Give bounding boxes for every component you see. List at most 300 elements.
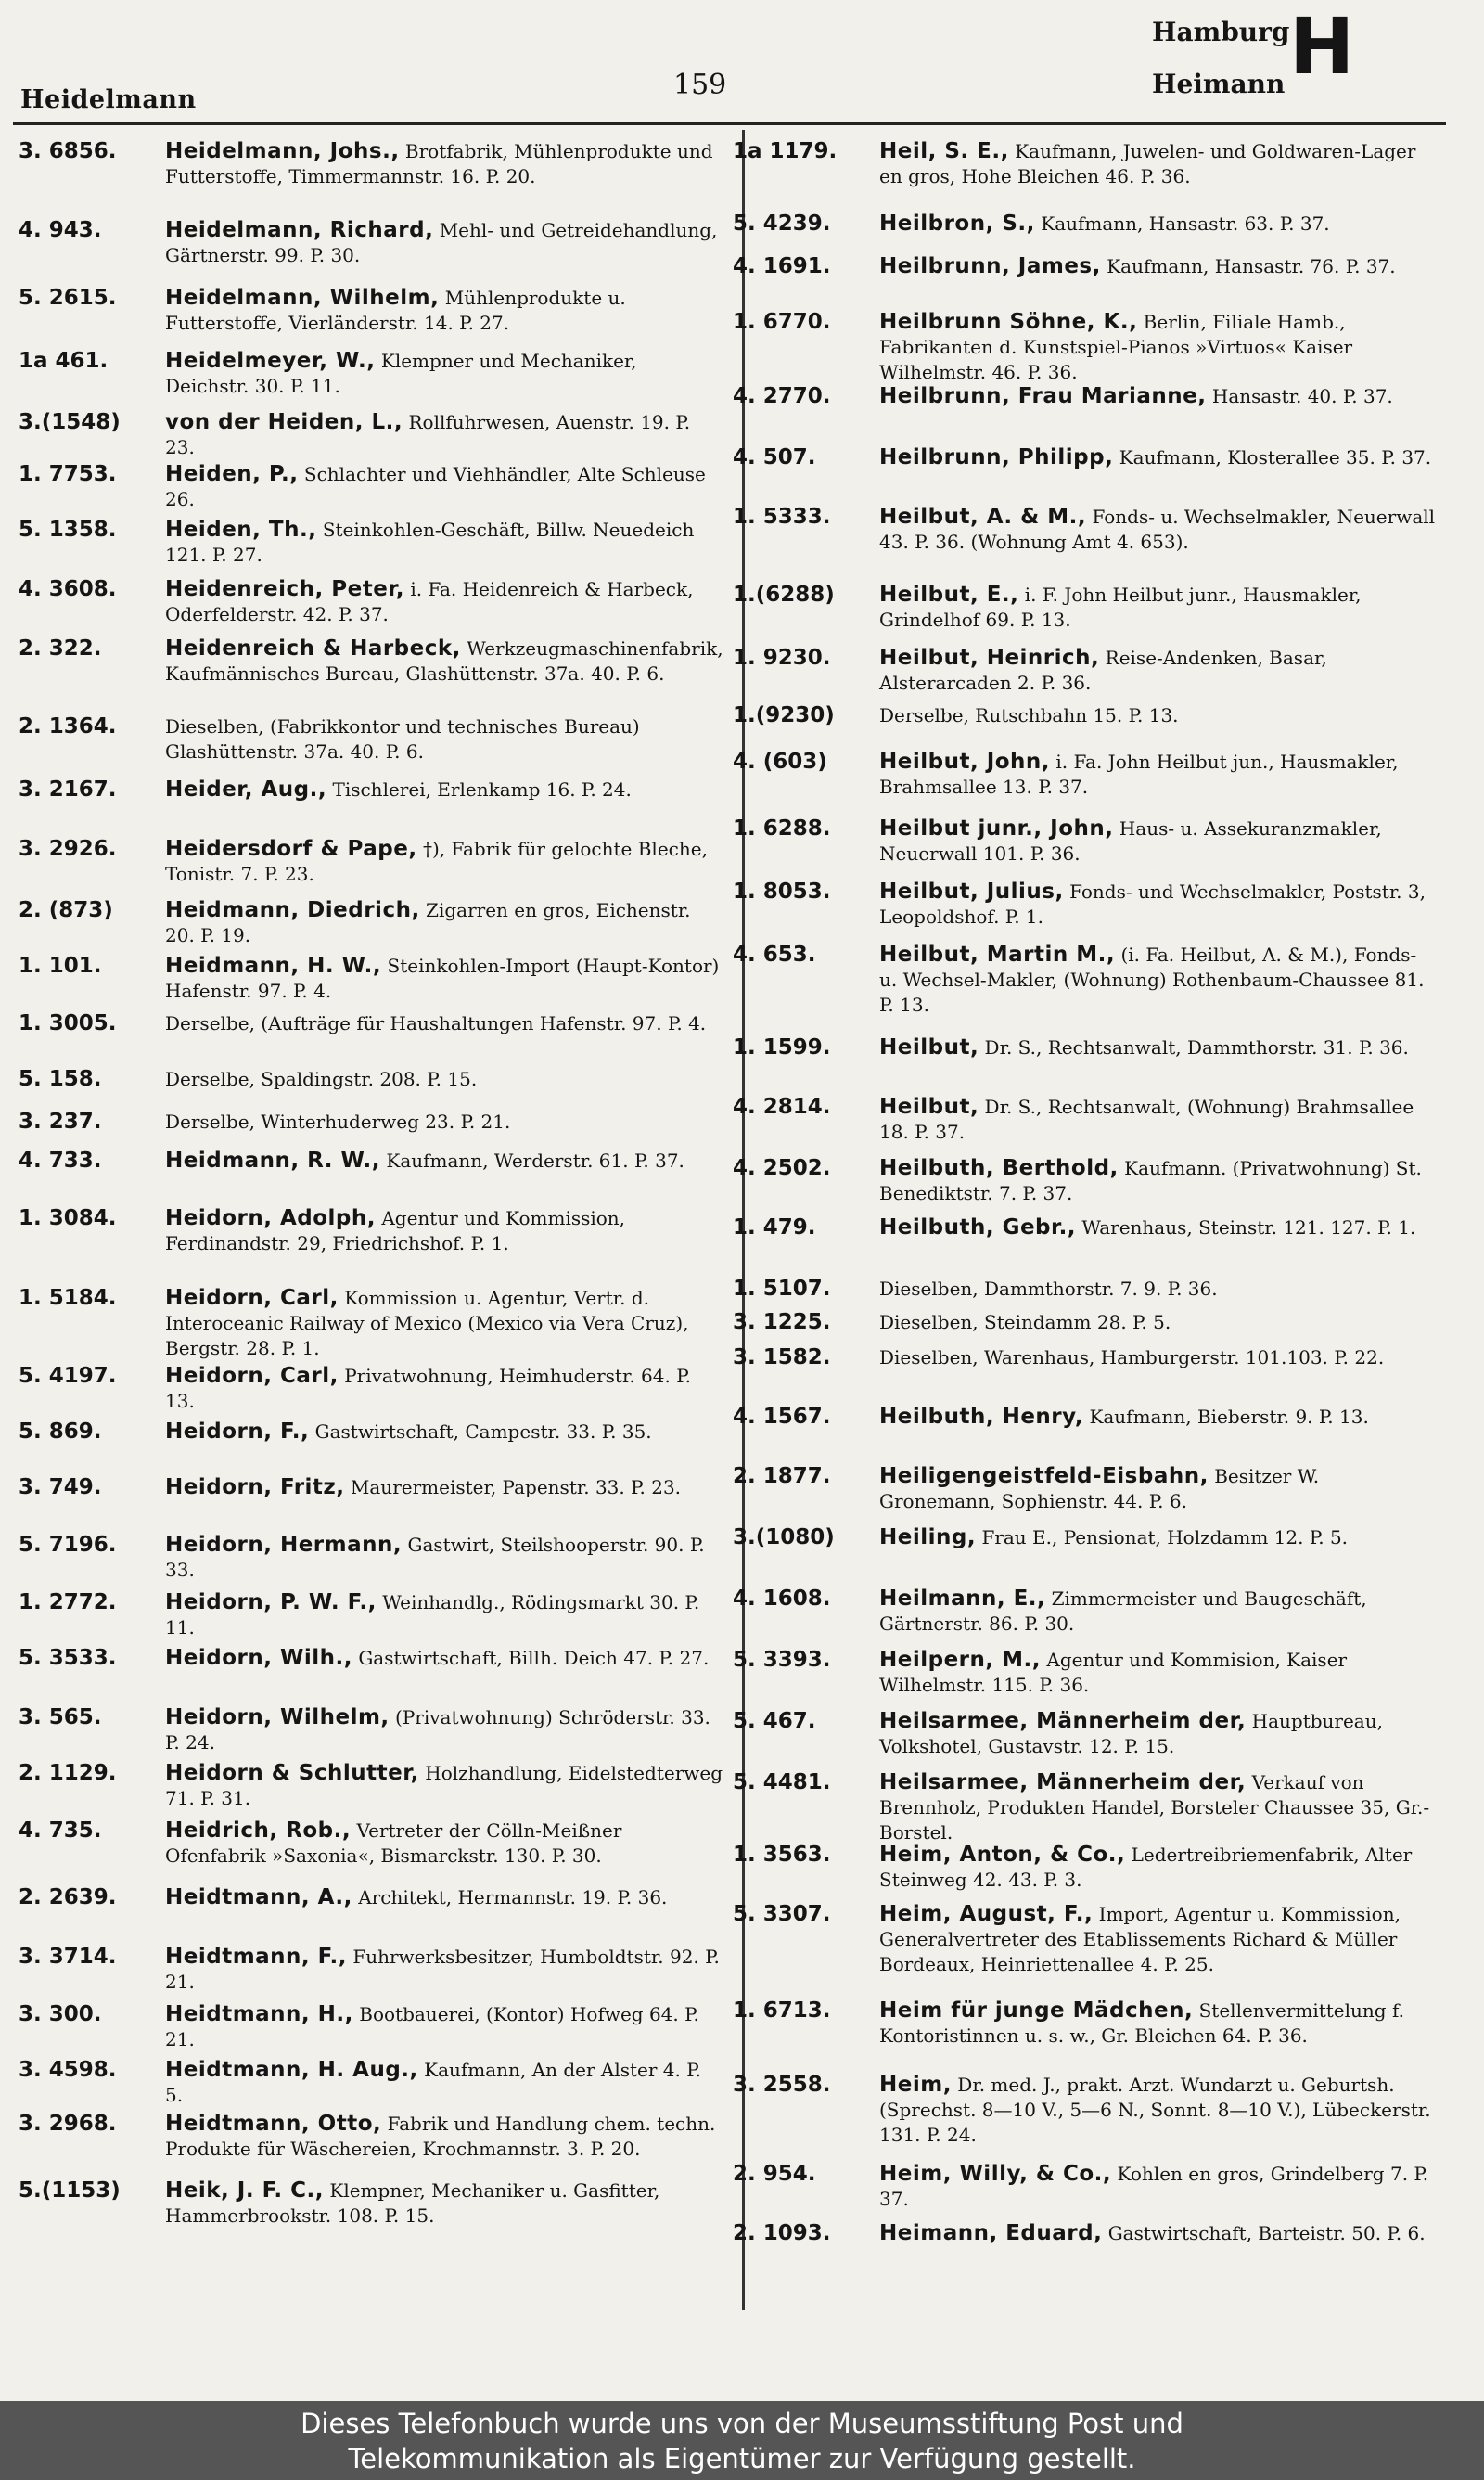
phone-number: 3. 2167. [19, 777, 117, 802]
entry-name: Heim, [879, 2073, 952, 2097]
entry-body [165, 1420, 723, 1445]
directory-entry [19, 714, 723, 765]
entry-name: Heim, Anton, & Co., [879, 1843, 1126, 1867]
entry-body [879, 139, 1438, 189]
directory-entry [733, 1156, 1438, 1206]
entry-name: Heidenreich & Harbeck, [165, 636, 461, 661]
entry-text: Dieselben, (Fabrikkontor und technisches Bureau) Glashüttenstr. 37a. 40. P. 6. [165, 715, 640, 763]
entry-name: Heiligengeistfeld-Eisbahn, [879, 1464, 1209, 1488]
entry-text: Brotfabrik, Mühlenprodukte und Futterstoffe, Timmermannstr. 16. P. 20. [165, 140, 713, 187]
entry-name: Heidtmann, F., [165, 1945, 347, 1969]
phone-number: 5. 3307. [733, 1902, 831, 1926]
phone-number: 5. 3393. [733, 1648, 831, 1672]
entry-text: Dr. med. J., prakt. Arzt. Wundarzt u. Geburtsh. (Sprechst. 8—10 V., 5—6 N., Sonnt. 8—10 V.), Lübeckerstr. 131. P. 24. [879, 2074, 1431, 2146]
entry-body [165, 1705, 723, 1755]
entry-text: i. F. John Heilbut junr., Hausmakler, Grindelhof 69. P. 13. [879, 584, 1362, 631]
phone-number: 3. 300. [19, 2002, 102, 2026]
footer-banner [0, 2401, 1484, 2480]
entry-body [879, 310, 1438, 385]
running-head-right: Heimann [1152, 69, 1286, 99]
entry-name: Heilmann, E., [879, 1587, 1046, 1611]
entry-body [879, 816, 1438, 867]
entry-body [879, 1095, 1438, 1145]
entry-body [879, 505, 1438, 555]
directory-entry [733, 1464, 1438, 1514]
entry-body [165, 1286, 723, 1361]
entry-body [879, 703, 1438, 728]
phone-number: 4. 2502. [733, 1156, 831, 1180]
directory-entry [19, 1364, 723, 1414]
phone-number: 1. 6770. [733, 310, 831, 334]
entry-name: Heilbut, Julius, [879, 880, 1064, 904]
entry-name: Heilbrunn, James, [879, 254, 1101, 278]
directory-entry [733, 1035, 1438, 1060]
entry-body [165, 1475, 723, 1500]
entry-body [879, 1525, 1438, 1550]
entry-body [165, 462, 723, 512]
directory-entry [733, 583, 1438, 633]
entry-body [879, 1310, 1438, 1335]
entry-body [165, 218, 723, 268]
entry-name: Heidorn, Carl, [165, 1286, 339, 1310]
entry-name: Heiden, Th., [165, 518, 317, 542]
entry-body [879, 1902, 1438, 1977]
directory-entry [733, 1095, 1438, 1145]
entry-text: (Privatwohnung) Schröderstr. 33. P. 24. [165, 1706, 710, 1754]
entry-name: Heidtmann, H. Aug., [165, 2058, 418, 2082]
directory-entry [733, 1310, 1438, 1335]
entry-body [165, 777, 723, 803]
phone-number: 1a 1179. [733, 139, 838, 163]
entry-text: Fonds- u. Wechselmakler, Neuerwall 43. P. 36. (Wohnung Amt 4. 653). [879, 506, 1436, 553]
entry-body [165, 518, 723, 568]
phone-number: 4. 735. [19, 1818, 102, 1843]
directory-entry [19, 2112, 723, 2162]
entry-body [879, 1277, 1438, 1302]
entry-body [879, 880, 1438, 930]
phone-number: 5. 467. [733, 1709, 816, 1733]
phone-number: 4. 2770. [733, 384, 831, 408]
directory-entry [19, 349, 723, 399]
entry-name: Heilbut, A. & M., [879, 505, 1087, 529]
phone-number: 1. 6713. [733, 1998, 831, 2023]
entry-body [879, 1709, 1438, 1759]
entry-name: Heilbuth, Berthold, [879, 1156, 1119, 1180]
phone-number: 1. 3563. [733, 1843, 831, 1867]
entry-body [879, 943, 1438, 1018]
entry-name: Heik, J. F. C., [165, 2178, 325, 2203]
phone-number: 3. 1582. [733, 1345, 831, 1369]
directory-entry [733, 816, 1438, 867]
entry-body [165, 2058, 723, 2108]
entry-text: Kaufmann. (Privatwohnung) St. Benediktstr. 7. P. 37. [879, 1157, 1422, 1204]
directory-entry [19, 2002, 723, 2052]
phone-number: 3. 3714. [19, 1945, 117, 1969]
entry-text: Zimmermeister und Baugeschäft, Gärtnerstr. 86. P. 30. [879, 1587, 1367, 1635]
phone-number: 1. 6288. [733, 816, 831, 841]
phone-number: 3. 237. [19, 1110, 102, 1134]
directory-entry [733, 445, 1438, 470]
directory-entry [733, 880, 1438, 930]
phone-number: 1. 5184. [19, 1286, 117, 1310]
directory-entry [733, 1709, 1438, 1759]
phone-number: 5. 869. [19, 1420, 102, 1444]
entry-text: Gastwirtschaft, Billh. Deich 47. P. 27. [358, 1647, 710, 1669]
phone-number: 5.(1153) [19, 2178, 121, 2203]
entry-text: Schlachter und Viehhändler, Alte Schleuse 26. [165, 463, 706, 510]
entry-body [165, 714, 723, 765]
entry-name: Heidmann, R. W., [165, 1149, 381, 1173]
entry-body [879, 2221, 1438, 2246]
entry-text: Hansastr. 40. P. 37. [1211, 385, 1393, 407]
directory-entry [19, 286, 723, 336]
phone-number: 1. 1599. [733, 1035, 831, 1060]
entry-text: Gastwirtschaft, Campestr. 33. P. 35. [314, 1420, 652, 1443]
entry-text: Klempner und Mechaniker, Deichstr. 30. P. 11. [165, 350, 637, 397]
directory-entry [733, 505, 1438, 555]
entry-name: Heim, August, F., [879, 1902, 1094, 1926]
entry-text: Maurermeister, Papenstr. 33. P. 23. [350, 1476, 682, 1498]
entry-name: Heidrich, Rob., [165, 1818, 352, 1843]
entry-name: Heiden, P., [165, 462, 299, 486]
phone-number: 1. 5107. [733, 1277, 831, 1301]
directory-entry [19, 1533, 723, 1583]
entry-text: Verkauf von Brennholz, Produkten Handel, Borsteler Chaussee 35, Gr.-Borstel. [879, 1771, 1430, 1844]
entry-name: Heilbron, S., [879, 212, 1035, 236]
entry-name: Heimann, Eduard, [879, 2221, 1103, 2245]
entry-text: Kaufmann, Bieberstr. 9. P. 13. [1089, 1406, 1369, 1428]
entry-name: Heidmann, H. W., [165, 954, 382, 978]
phone-number: 1. 5333. [733, 505, 831, 529]
phone-number: 3.(1548) [19, 410, 121, 434]
directory-entry [19, 1110, 723, 1135]
entry-body [165, 349, 723, 399]
directory-entry [19, 1705, 723, 1755]
phone-number: 2. 2639. [19, 1885, 117, 1909]
entry-name: Heidelmann, Richard, [165, 218, 434, 242]
phone-number: 4. 943. [19, 218, 102, 242]
entry-text: Bootbauerei, (Kontor) Hofweg 64. P. 21. [165, 2003, 699, 2050]
entry-body [879, 583, 1438, 633]
entry-text: Haus- u. Assekuranzmakler, Neuerwall 101. P. 36. [879, 817, 1382, 865]
entry-text: i. Fa. Heidenreich & Harbeck, Oderfelderstr. 42. P. 37. [165, 578, 694, 625]
phone-number: 3. 565. [19, 1705, 102, 1729]
directory-entry [19, 577, 723, 627]
entry-name: Heider, Aug., [165, 777, 327, 802]
entry-body [165, 139, 723, 189]
entry-name: Heidenreich, Peter, [165, 577, 404, 601]
entry-text: Berlin, Filiale Hamb., Fabrikanten d. Kunstspiel-Pianos »Virtuos« Kaiser Wilhelmstr. 46. P. 36. [879, 311, 1353, 383]
entry-name: Heilbut, John, [879, 750, 1051, 774]
phone-number: 3. 2968. [19, 2112, 117, 2136]
directory-entry [19, 2178, 723, 2229]
directory-entry [19, 462, 723, 512]
entry-text: Kohlen en gros, Grindelberg 7. P. 37. [879, 2163, 1429, 2210]
entry-name: Heilbut, Heinrich, [879, 646, 1100, 670]
page-number: 159 [673, 69, 727, 101]
entry-text: Dr. S., Rechtsanwalt, Dammthorstr. 31. P. 36. [984, 1036, 1409, 1059]
directory-entry [733, 2073, 1438, 2148]
directory-entry [19, 1206, 723, 1256]
directory-entry [19, 954, 723, 1004]
phone-number: 5. 158. [19, 1067, 102, 1091]
footer-line-2: Telekommunikation als Eigentümer zur Verfügung gestellt. [348, 2443, 1136, 2474]
entry-text: Fuhrwerksbesitzer, Humboldtstr. 92. P. 21. [165, 1946, 720, 1993]
phone-number: 2. 1093. [733, 2221, 831, 2245]
entry-name: Heidtmann, H., [165, 2002, 353, 2026]
phone-number: 4. 2814. [733, 1095, 831, 1119]
entry-text: Dieselben, Dammthorstr. 7. 9. P. 36. [879, 1278, 1218, 1300]
entry-text: Frau E., Pensionat, Holzdamm 12. P. 5. [981, 1526, 1349, 1548]
entry-name: Heidorn, Adolph, [165, 1206, 376, 1230]
phone-number: 4. 653. [733, 943, 816, 967]
entry-body [879, 1843, 1438, 1893]
directory-entry [19, 1420, 723, 1445]
entry-text: Dr. S., Rechtsanwalt, (Wohnung) Brahmsallee 18. P. 37. [879, 1096, 1414, 1143]
entry-text: Derselbe, Winterhuderweg 23. P. 21. [165, 1111, 511, 1133]
entry-text: Ledertreibriemenfabrik, Alter Steinweg 42. 43. P. 3. [879, 1844, 1413, 1891]
entry-name: Heilpern, M., [879, 1648, 1042, 1672]
directory-entry [19, 1149, 723, 1174]
running-head-city: Hamburg [1152, 17, 1290, 47]
phone-number: 5. 2615. [19, 286, 117, 310]
directory-entry [19, 1286, 723, 1361]
entry-name: Heidelmeyer, W., [165, 349, 376, 373]
header-rule [13, 122, 1446, 125]
entry-body [879, 1464, 1438, 1514]
phone-number: 3. 4598. [19, 2058, 117, 2082]
phone-number: 1. 3084. [19, 1206, 117, 1230]
entry-name: Heidorn, Carl, [165, 1364, 339, 1388]
phone-number: 5. 1358. [19, 518, 117, 542]
entry-body [879, 750, 1438, 800]
entry-name: Heim für junge Mädchen, [879, 1998, 1194, 2023]
phone-number: 1.(6288) [733, 583, 835, 607]
directory-entry [733, 1345, 1438, 1370]
phone-number: 3. 2558. [733, 2073, 831, 2097]
entry-name: Heilbuth, Gebr., [879, 1215, 1077, 1240]
entry-text: Rollfuhrwesen, Auenstr. 19. P. 23. [165, 411, 691, 458]
entry-text: Agentur und Kommision, Kaiser Wilhelmstr. 115. P. 36. [879, 1649, 1348, 1696]
entry-text: Mühlenprodukte u. Futterstoffe, Vierländerstr. 14. P. 27. [165, 287, 626, 334]
entry-text: Kaufmann, Hansastr. 76. P. 37. [1107, 255, 1396, 277]
phone-number: 5. 4197. [19, 1364, 117, 1388]
entry-text: Reise-Andenken, Basar, Alsterarcaden 2. P. 36. [879, 647, 1327, 694]
phone-number: 5. 4239. [733, 212, 831, 236]
entry-body [879, 1405, 1438, 1430]
entry-text: Kaufmann, An der Alster 4. P. 5. [165, 2059, 701, 2106]
phone-number: 2. 1877. [733, 1464, 831, 1488]
entry-body [879, 384, 1438, 409]
entry-body [165, 1646, 723, 1671]
entry-text: Hauptbureau, Volkshotel, Gustavstr. 12. P. 15. [879, 1710, 1383, 1757]
entry-text: Steinkohlen-Geschäft, Billw. Neuedeich 121. P. 27. [165, 519, 695, 566]
entry-text: Mehl- und Getreidehandlung, Gärtnerstr. 99. P. 30. [165, 219, 718, 266]
entry-text: Derselbe, Rutschbahn 15. P. 13. [879, 704, 1179, 726]
entry-name: Heidorn, F., [165, 1420, 310, 1444]
entry-text: Privatwohnung, Heimhuderstr. 64. P. 13. [165, 1365, 691, 1412]
entry-name: Heidorn & Schlutter, [165, 1761, 419, 1785]
entry-text: †), Fabrik für gelochte Bleche, Tonistr. 7. P. 23. [165, 838, 708, 885]
directory-entry [733, 2221, 1438, 2246]
directory-entry [733, 212, 1438, 237]
entry-body [165, 1067, 723, 1092]
entry-name: Heidorn, Wilhelm, [165, 1705, 390, 1729]
directory-entry [19, 1761, 723, 1811]
directory-entry [733, 1277, 1438, 1302]
entry-text: Weinhandlg., Rödingsmarkt 30. P. 11. [165, 1591, 700, 1638]
entry-body [165, 1590, 723, 1640]
entry-body [879, 2073, 1438, 2148]
entry-body [879, 212, 1438, 237]
entry-text: Architekt, Hermannstr. 19. P. 36. [358, 1886, 668, 1908]
phone-number: 1. 9230. [733, 646, 831, 670]
entry-name: Heilbut, Martin M., [879, 943, 1116, 967]
entry-name: Heidorn, Hermann, [165, 1533, 403, 1557]
directory-entry [733, 1770, 1438, 1845]
phone-number: 1. 7753. [19, 462, 117, 486]
entry-text: Tischlerei, Erlenkamp 16. P. 24. [332, 778, 632, 801]
running-head-left: Heidelmann [20, 85, 197, 114]
entry-body [879, 1648, 1438, 1698]
entry-text: Gastwirt, Steilshooperstr. 90. P. 33. [165, 1534, 705, 1581]
entry-name: Heilbut, [879, 1035, 979, 1060]
entry-body [879, 1215, 1438, 1240]
entry-name: Heidtmann, A., [165, 1885, 352, 1909]
entry-body [165, 1818, 723, 1869]
entry-name: Heilsarmee, Männerheim der, [879, 1709, 1247, 1733]
directory-entry [19, 1885, 723, 1910]
entry-body [879, 1035, 1438, 1060]
entry-text: Kommission u. Agentur, Vertr. d. Interoceanic Railway of Mexico (Mexico via Vera Cruz), Bergstr. 28. P. 1. [165, 1287, 689, 1359]
entry-body [165, 2002, 723, 2052]
directory-entry [733, 1525, 1438, 1550]
entry-body [165, 1206, 723, 1256]
entry-text: Agentur und Kommission, Ferdinandstr. 29, Friedrichshof. P. 1. [165, 1207, 626, 1254]
phone-number: 3. 2926. [19, 837, 117, 861]
entry-body [165, 1533, 723, 1583]
phone-number: 4. 507. [733, 445, 816, 469]
entry-name: Heim, Willy, & Co., [879, 2162, 1112, 2186]
directory-entry [733, 310, 1438, 385]
entry-body [165, 954, 723, 1004]
phone-number: 5. 3533. [19, 1646, 117, 1670]
directory-entry [733, 254, 1438, 279]
entry-name: Heidersdorf & Pape, [165, 837, 417, 861]
entry-name: Heidmann, Diedrich, [165, 898, 420, 922]
directory-entry [733, 1405, 1438, 1430]
section-letter: H [1289, 1, 1355, 92]
entry-name: Heiling, [879, 1525, 977, 1549]
entry-name: Heilbut, [879, 1095, 979, 1119]
entry-text: Dieselben, Warenhaus, Hamburgerstr. 101.103. P. 22. [879, 1346, 1385, 1368]
entry-text: Kaufmann, Werderstr. 61. P. 37. [386, 1150, 684, 1172]
entry-body [879, 445, 1438, 470]
phone-number: 4. 1691. [733, 254, 831, 278]
directory-entry [19, 139, 723, 189]
entry-text: Fabrik und Handlung chem. techn. Produkte für Wäschereien, Krochmannstr. 3. P. 20. [165, 2113, 716, 2160]
entry-body [165, 837, 723, 887]
entry-body [165, 1761, 723, 1811]
entry-body [879, 1345, 1438, 1370]
entry-text: Holzhandlung, Eidelstedterweg 71. P. 31. [165, 1762, 723, 1809]
entry-text: Derselbe, (Aufträge für Haushaltungen Hafenstr. 97. P. 4. [165, 1012, 707, 1034]
entry-name: Heilsarmee, Männerheim der, [879, 1770, 1247, 1794]
entry-text: Vertreter der Cölln-Meißner Ofenfabrik »Saxonia«, Bismarckstr. 130. P. 30. [165, 1819, 622, 1867]
entry-body [165, 2112, 723, 2162]
entry-text: (i. Fa. Heilbut, A. & M.), Fonds- u. Wechsel-Makler, (Wohnung) Rothenbaum-Chaussee 81. P. 13. [879, 944, 1425, 1016]
directory-entry [733, 384, 1438, 409]
phone-number: 1.(9230) [733, 703, 835, 727]
phone-number: 4. (603) [733, 750, 827, 774]
directory-entry [733, 1648, 1438, 1698]
phone-number: 1. 101. [19, 954, 102, 978]
directory-entry [19, 898, 723, 948]
directory-entry [733, 1902, 1438, 1977]
entry-body [165, 410, 723, 460]
entry-body [879, 1587, 1438, 1637]
entry-name: Heilbuth, Henry, [879, 1405, 1084, 1429]
phone-number: 4. 1567. [733, 1405, 831, 1429]
entry-body [879, 2162, 1438, 2212]
entry-text: Dieselben, Steindamm 28. P. 5. [879, 1311, 1171, 1333]
directory-entry [19, 777, 723, 803]
entry-text: Stellenvermittelung f. Kontoristinnen u. s. w., Gr. Bleichen 64. P. 36. [879, 1999, 1405, 2047]
phone-number: 1. 3005. [19, 1011, 117, 1035]
directory-entry [19, 1945, 723, 1995]
phone-number: 1a 461. [19, 349, 109, 373]
directory-entry [19, 1590, 723, 1640]
directory-entry [733, 646, 1438, 696]
phone-number: 3. 6856. [19, 139, 117, 163]
directory-entry [733, 1843, 1438, 1893]
phone-number: 3. 749. [19, 1475, 102, 1499]
directory-entry [19, 636, 723, 687]
directory-entry [733, 750, 1438, 800]
entry-text: Zigarren en gros, Eichenstr. 20. P. 19. [165, 899, 691, 946]
entry-body [879, 646, 1438, 696]
entry-name: Heilbrunn, Philipp, [879, 445, 1114, 469]
phone-number: 5. 7196. [19, 1533, 117, 1557]
entry-name: Heidorn, Fritz, [165, 1475, 345, 1499]
entry-body [165, 1364, 723, 1414]
entry-body [165, 1885, 723, 1910]
entry-name: Heidelmann, Johs., [165, 139, 400, 163]
directory-entry [733, 1215, 1438, 1240]
entry-text: Steinkohlen-Import (Haupt-Kontor) Hafenstr. 97. P. 4. [165, 955, 720, 1002]
phone-number: 2. (873) [19, 898, 113, 922]
phone-number: 3.(1080) [733, 1525, 835, 1549]
phone-number: 3. 1225. [733, 1310, 831, 1334]
directory-entry [19, 1818, 723, 1869]
entry-body [165, 1149, 723, 1174]
phone-number: 4. 3608. [19, 577, 117, 601]
directory-entry [19, 410, 723, 460]
phone-number: 1. 479. [733, 1215, 816, 1240]
entry-name: Heidtmann, Otto, [165, 2112, 382, 2136]
entry-body [165, 286, 723, 336]
entry-text: Kaufmann, Klosterallee 35. P. 37. [1119, 446, 1432, 469]
entry-body [165, 636, 723, 687]
entry-body [165, 1110, 723, 1135]
entry-body [879, 1998, 1438, 2049]
entry-name: Heil, S. E., [879, 139, 1009, 163]
entry-body [165, 577, 723, 627]
entry-text: Klempner, Mechaniker u. Gasfitter, Hammerbrookstr. 108. P. 15. [165, 2179, 660, 2227]
entry-text: Fonds- und Wechselmakler, Poststr. 3, Leopoldshof. P. 1. [879, 880, 1426, 928]
entry-name: Heidorn, P. W. F., [165, 1590, 377, 1614]
entry-body [879, 1770, 1438, 1845]
